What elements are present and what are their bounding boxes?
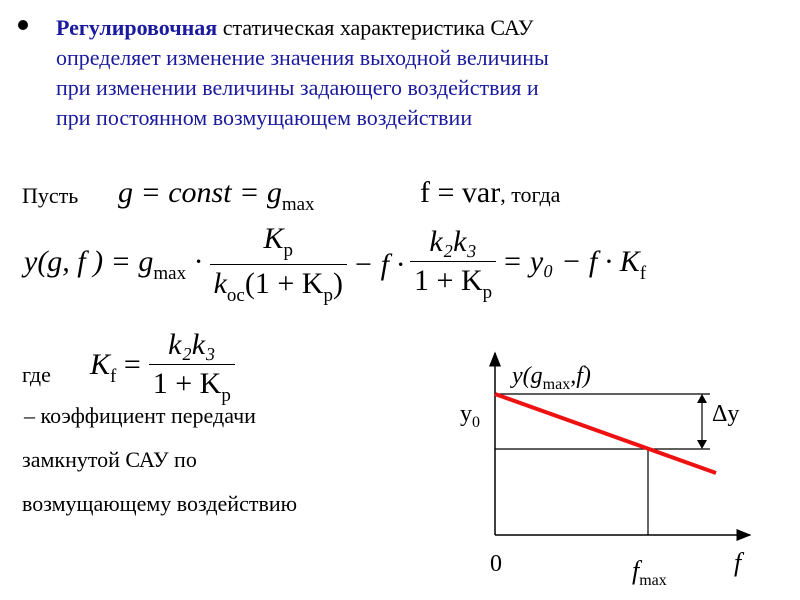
characteristic-graph (440, 345, 780, 595)
kf-description-line-2: замкнутой САУ по (22, 447, 197, 472)
g-const-expression (118, 176, 315, 216)
formula-rhs: = $y_0 - f \cdot K_f$ (502, 244, 647, 284)
characteristic-line (495, 394, 716, 473)
graph-y-label: $y(g_{max},f)$ (512, 363, 591, 393)
formula-minus-f: − f · (352, 247, 405, 281)
kf-description-line-1: – коэффициент передачи (24, 403, 256, 428)
f-var-text: f = var (420, 176, 501, 209)
assume-label: Пусть (22, 183, 79, 208)
bullet-dot (18, 20, 28, 30)
kf-formula (90, 328, 235, 407)
g-max-sub: max (281, 194, 315, 215)
term-highlight: Регулировочная (56, 15, 218, 40)
formula-fraction-2: $\frac{\text{k₂k₃}}{1 + K_p}$ (410, 225, 496, 304)
graph-delta-y-label: Δy (712, 401, 740, 427)
kf-description-line-3: возмущающему воздействию (22, 491, 298, 516)
delta-y-arrowhead-top (697, 394, 707, 403)
formula-lhs: y(g, f ) = $g_{max}$ · (24, 244, 204, 284)
kf-lhs: $K_f$ = (90, 347, 141, 387)
bullet-line-2: определяет изменение значения выходной величины (56, 45, 549, 70)
delta-y-arrowhead-bottom (697, 440, 707, 449)
graph-y0-label: $y_0$ (460, 401, 480, 431)
graph-fmax-label: $f_{max}$ (632, 556, 667, 589)
graph-f-axis-label: f (734, 548, 742, 577)
formula-fraction-1: $\frac{K_p}{k_{oc}(1 + K_p)}$ (210, 222, 347, 307)
graph-origin-label: 0 (490, 551, 502, 577)
g-const-text: g = const = g (118, 176, 282, 209)
bullet-line-3: при изменении величины задающего воздействия и (56, 75, 539, 100)
where-label: где (22, 362, 51, 387)
bullet-line-1 (56, 13, 534, 43)
f-var-expression (420, 176, 560, 210)
then-text: , тогда (500, 182, 561, 207)
bullet-line-1-rest: статическая характеристика САУ (217, 15, 534, 40)
bullet-line-4: при постоянном возмущающем воздействии (56, 105, 473, 130)
main-formula (24, 222, 646, 307)
kf-fraction: $\frac{\text{k₂k₃}}{1 + K_p}$ (149, 328, 235, 407)
